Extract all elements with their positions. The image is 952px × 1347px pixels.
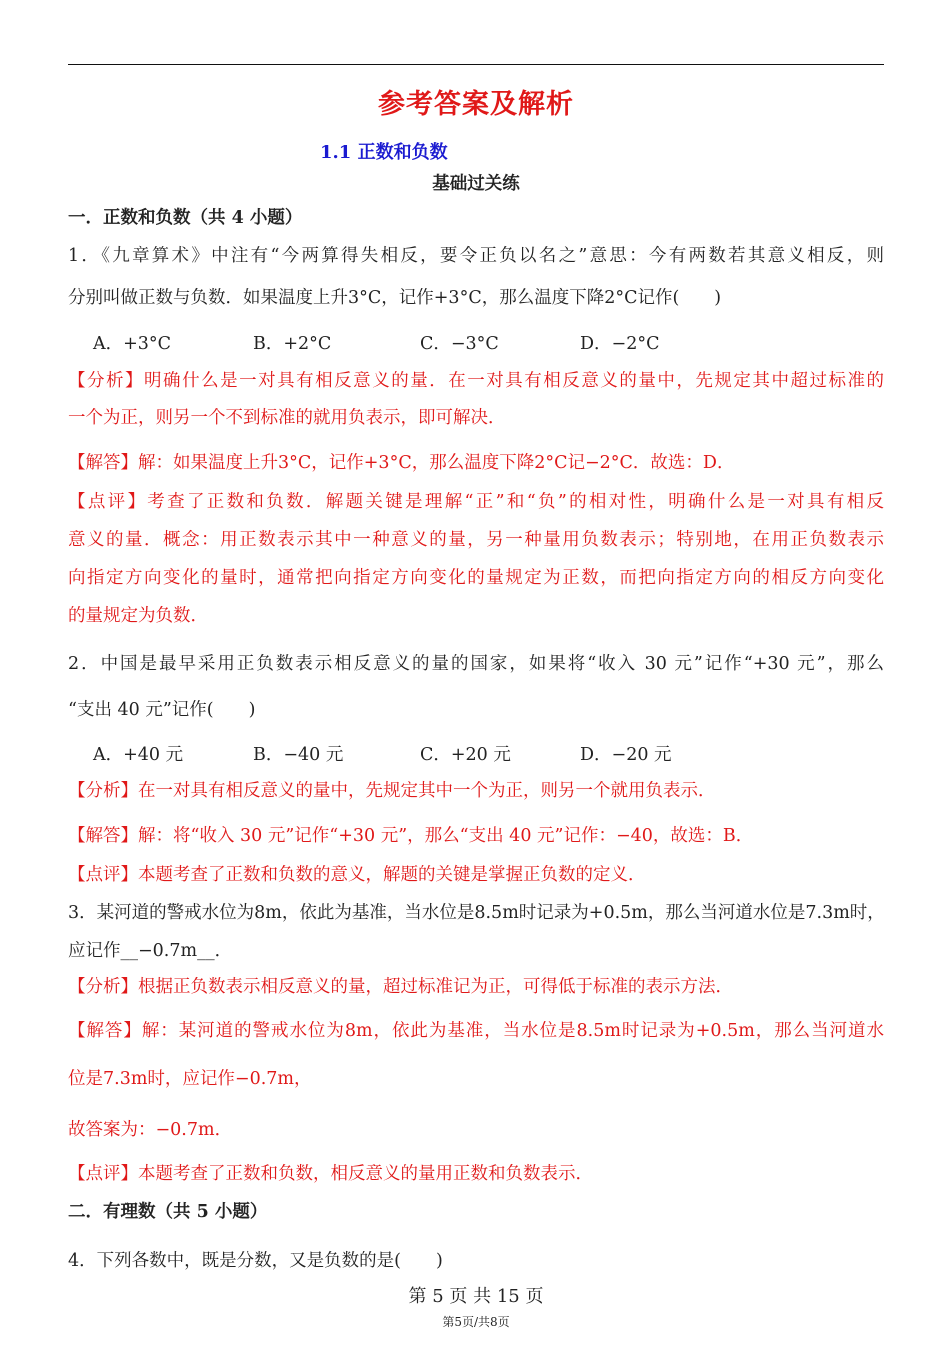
- page-title: 参考答案及解析: [378, 89, 574, 120]
- q3-line: 应记作__−0.7m__．: [68, 941, 233, 961]
- chapter-subtitle: 1.1 正数和负数: [320, 142, 448, 163]
- q1-line: 分别叫做正数与负数．如果温度上升3°C，记作+3°C，那么温度下降2°C记作( ): [68, 288, 722, 308]
- q1-analysis: 【分析】明确什么是一对具有相反意义的量．在一对具有相反意义的量中，先规定其中超过标准的: [68, 371, 884, 391]
- q2-solution: 【解答】解：将“收入 30 元”记作“+30 元”，那么“支出 40 元”记作：−40，故选：B．: [68, 826, 754, 846]
- q1-option-c: C．−3°C: [420, 334, 499, 354]
- q2-option-c: C．+20 元: [420, 745, 511, 765]
- q1-option-b: B．+2°C: [253, 334, 332, 354]
- page-footer: 第 5 页 共 15 页: [408, 1286, 544, 1307]
- q2-option-b: B．−40 元: [253, 745, 344, 765]
- q1-comment: 向指定方向变化的量时，通常把向指定方向变化的量规定为正数，而把向指定方向的相反方向变化: [68, 568, 884, 588]
- top-rule: [68, 64, 884, 65]
- q3-comment: 【点评】本题考查了正数和负数，相反意义的量用正数和负数表示．: [68, 1164, 593, 1184]
- part1-heading: 一．正数和负数（共 4 小题）: [68, 208, 303, 228]
- q4-line: 4．下列各数中，既是分数，又是负数的是( ): [68, 1251, 443, 1271]
- q1-comment: 的量规定为负数．: [68, 606, 208, 626]
- q3-answer: 故答案为：−0.7m．: [68, 1120, 233, 1140]
- q1-option-d: D．−2°C: [580, 334, 660, 354]
- q3-analysis: 【分析】根据正负数表示相反意义的量，超过标准记为正，可得低于标准的表示方法．: [68, 977, 733, 997]
- q1-solution: 【解答】解：如果温度上升3°C，记作+3°C，那么温度下降2°C记−2°C．故选：D．: [68, 453, 735, 473]
- section-title: 基础过关练: [432, 174, 520, 194]
- q1-comment: 【点评】考查了正数和负数．解题关键是理解“正”和“负”的相对性，明确什么是一对具有相反: [68, 492, 884, 512]
- q1-line: 1．《九章算术》中注有“今两算得失相反，要令正负以名之”意思：今有两数若其意义相反，则: [68, 246, 884, 266]
- q3-solution: 【解答】解：某河道的警戒水位为8m，依此为基准，当水位是8.5m时记录为+0.5m，那么当河道水: [68, 1021, 884, 1041]
- q1-option-a: A．+3°C: [93, 334, 172, 354]
- q2-analysis: 【分析】在一对具有相反意义的量中，先规定其中一个为正，则另一个就用负表示．: [68, 781, 716, 801]
- q2-line: “支出 40 元”记作( ): [68, 700, 256, 720]
- part2-heading: 二．有理数（共 5 小题）: [68, 1202, 268, 1222]
- q3-solution: 位是7.3m时，应记作−0.7m，: [68, 1069, 312, 1089]
- q2-comment: 【点评】本题考查了正数和负数的意义，解题的关键是掌握正负数的定义．: [68, 865, 646, 885]
- q3-line: 3．某河道的警戒水位为8m，依此为基准，当水位是8.5m时记录为+0.5m，那么当河道水位是7.3m时，: [68, 903, 885, 923]
- q2-option-d: D．−20 元: [580, 745, 672, 765]
- q2-option-a: A．+40 元: [93, 745, 184, 765]
- q2-line: 2．中国是最早采用正负数表示相反意义的量的国家，如果将“收入 30 元”记作“+30 元”，那么: [68, 654, 884, 674]
- page-footer-overlay: 第5页/共8页: [442, 1315, 510, 1329]
- q1-comment: 意义的量．概念：用正数表示其中一种意义的量，另一种量用负数表示；特别地，在用正负数表示: [68, 530, 884, 550]
- q1-analysis: 一个为正，则另一个不到标准的就用负表示，即可解决．: [68, 408, 506, 428]
